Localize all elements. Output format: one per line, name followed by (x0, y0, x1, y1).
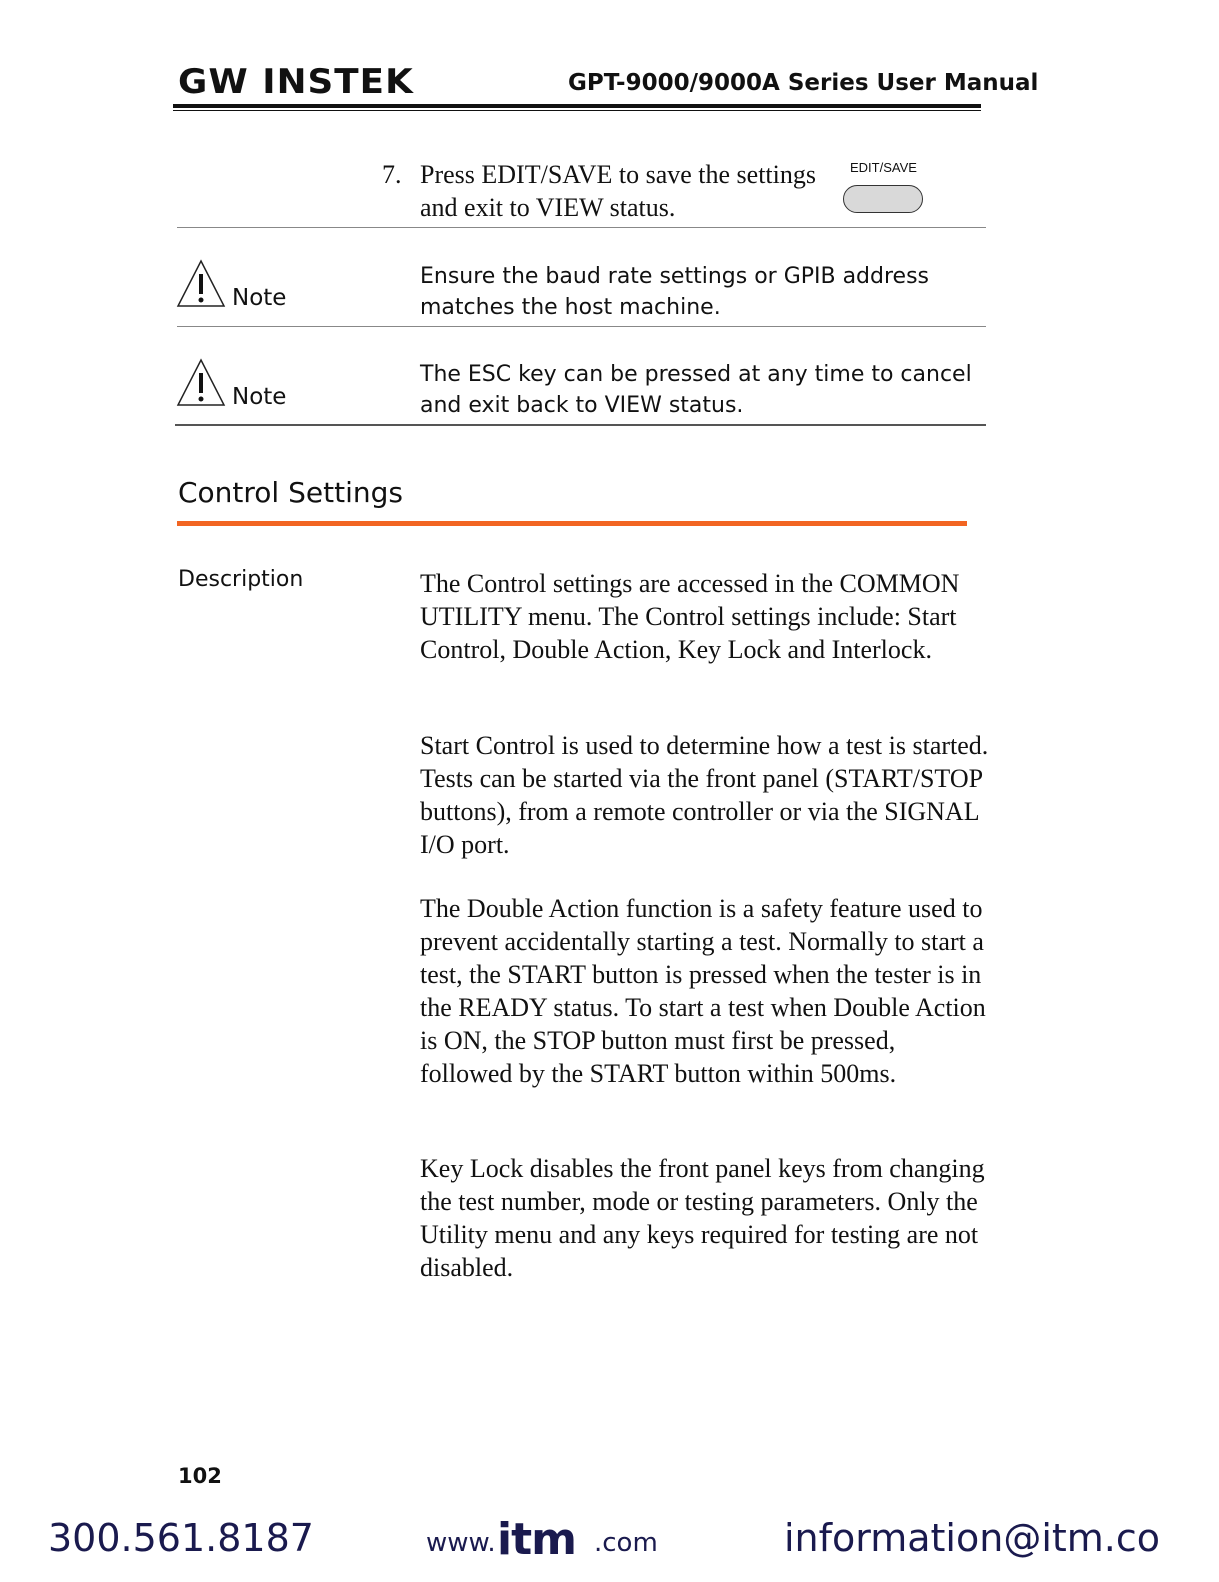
note-label: Note (232, 384, 287, 410)
footer-email: information@itm.co (784, 1516, 1161, 1560)
divider (177, 326, 986, 327)
divider (177, 227, 986, 228)
manual-title: GPT-9000/9000A Series User Manual (568, 70, 1039, 96)
footer-brand-logo: itm (497, 1514, 576, 1565)
step-number: 7. (382, 160, 402, 189)
paragraph: The Double Action function is a safety feature used to prevent accidentally starting a test. Normally to start a test, the START button is pressed when the tester is in the READY status. To start a test when Double Action is ON, the STOP button must first be pressed, followed by the START button within 500ms. (420, 894, 986, 1088)
footer-www: www. (426, 1528, 496, 1558)
footer-domain-suffix: .com (594, 1528, 658, 1558)
step-text: Press EDIT/SAVE to save the settings and exit to VIEW status. (420, 160, 816, 222)
footer-phone: 300.561.8187 (48, 1516, 314, 1560)
note-label: Note (232, 285, 287, 311)
header-rule (173, 104, 981, 108)
page-number: 102 (178, 1464, 222, 1488)
description-label: Description (178, 567, 304, 592)
paragraph: Key Lock disables the front panel keys from changing the test number, mode or testing parameters. Only the Utility menu and any keys required for testing are not disabled. (420, 1154, 985, 1282)
warning-icon (176, 258, 226, 308)
paragraph: The Control settings are accessed in the COMMON UTILITY menu. The Control settings include: Start Control, Double Action, Key Lock and Interlock. (420, 569, 960, 664)
edit-save-key-label: EDIT/SAVE (850, 160, 917, 175)
header-rule-thin (173, 110, 981, 111)
divider (175, 424, 986, 426)
note-text: The ESC key can be pressed at any time to cancel and exit back to VIEW status. (420, 362, 972, 418)
brand-logo: GW INSTEK (178, 62, 414, 102)
warning-icon (176, 357, 226, 407)
section-title: Control Settings (178, 476, 403, 509)
edit-save-key-icon (843, 185, 923, 213)
note-text: Ensure the baud rate settings or GPIB address matches the host machine. (420, 264, 930, 320)
paragraph: Start Control is used to determine how a test is started. Tests can be started via the front panel (START/STOP buttons), from a remote controller or via the SIGNAL I/O port. (420, 731, 989, 859)
section-underline (177, 521, 967, 526)
